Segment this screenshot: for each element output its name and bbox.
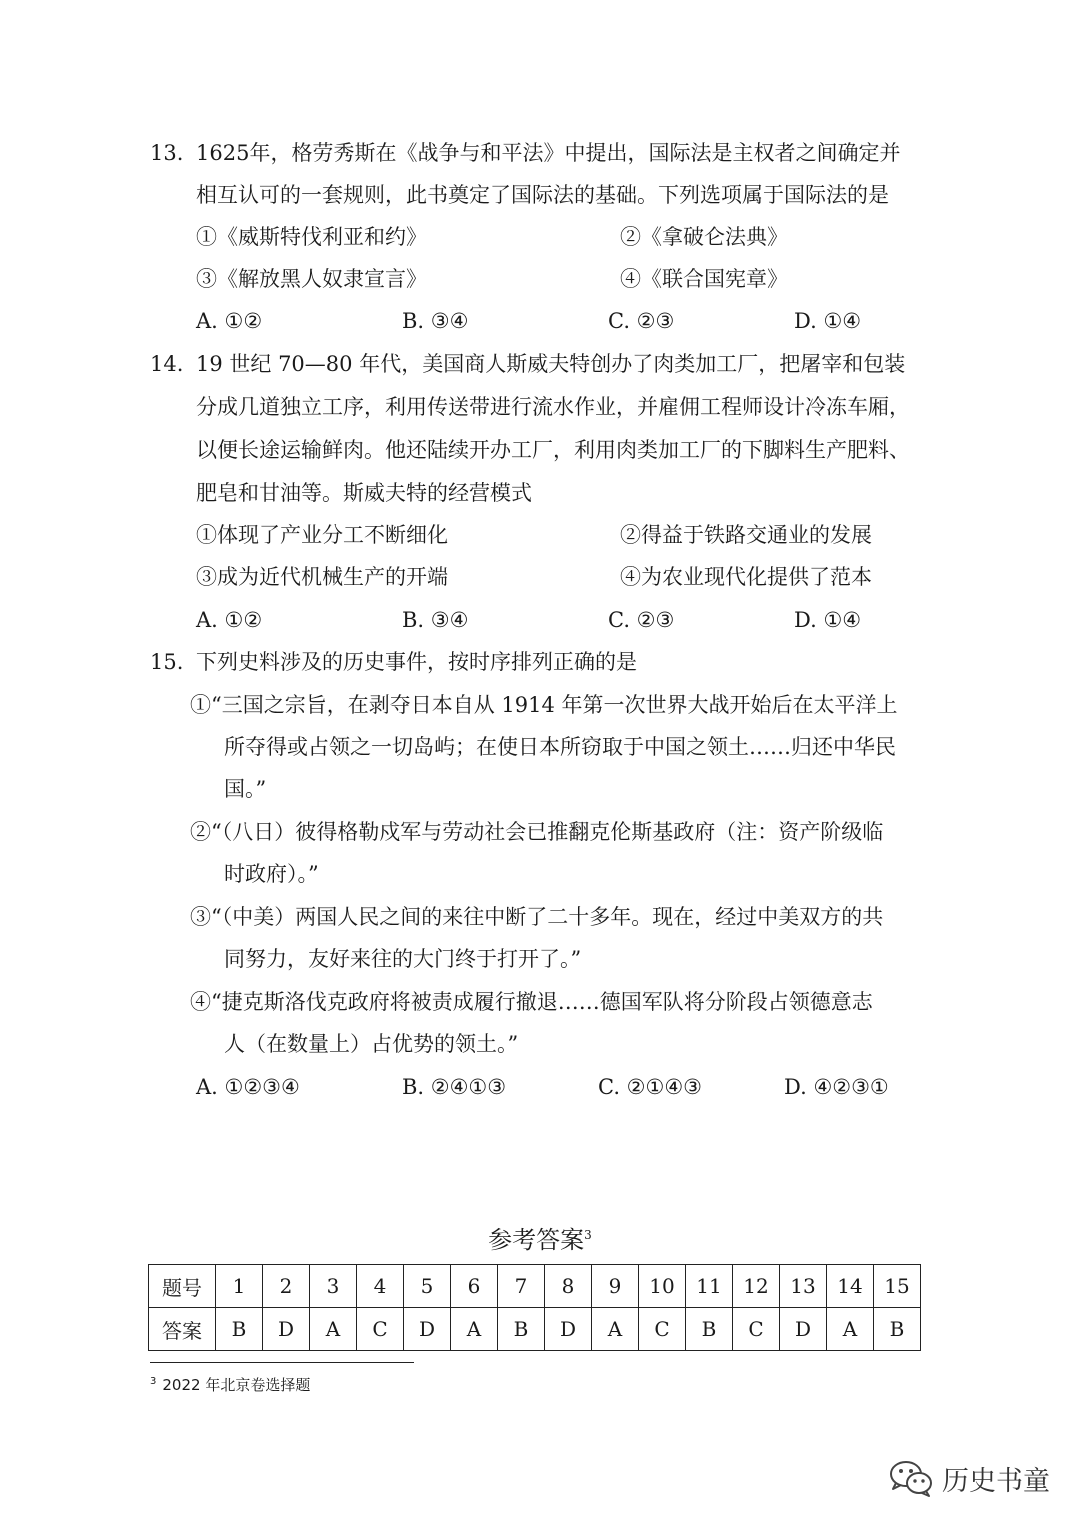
watermark-text: 历史书童 [942,1465,1050,1497]
table-cell-answer: C [733,1308,780,1351]
statement-item: ③成为近代机械生产的开端 [196,565,448,589]
source-quote-line: 人（在数量上）占优势的领土。” [224,1032,519,1056]
table-cell-answer: A [310,1308,357,1351]
source-quote-line: ④“捷克斯洛伐克政府将被责成履行撤退……德国军队将分阶段占领德意志 [190,990,873,1014]
table-cell-question-number: 14 [827,1265,874,1308]
answer-option: B. ③④ [402,608,469,632]
question-stem-line: 19 世纪 70—80 年代，美国商人斯威夫特创办了肉类加工厂，把屠宰和包装 [196,352,906,376]
table-cell-answer: C [639,1308,686,1351]
statement-item: ②《拿破仑法典》 [620,225,788,249]
table-cell-answer: A [827,1308,874,1351]
footnote: $^3$ 2022 年北京卷选择题 [150,1376,311,1394]
table-row [149,1308,921,1351]
table-cell-question-number: 2 [263,1265,310,1308]
table-cell-answer: A [451,1308,498,1351]
source-quote-line: ①“三国之宗旨，在剥夺日本自从 1914 年第一次世界大战开始后在太平洋上 [190,693,898,717]
table-cell-question-number: 13 [780,1265,827,1308]
answer-option: B. ③④ [402,309,469,333]
table-cell-question-number: 9 [592,1265,639,1308]
answer-option: C. ②③ [608,309,675,333]
table-cell-question-number: 8 [545,1265,592,1308]
answer-option: D. ④②③① [784,1075,889,1099]
table-cell-answer: B [216,1308,263,1351]
question-stem-line: 相互认可的一套规则，此书奠定了国际法的基础。下列选项属于国际法的是 [196,183,889,207]
source-quote-line: 时政府）。” [224,862,319,886]
statement-item: ④为农业现代化提供了范本 [620,565,872,589]
table-cell-question-number: 4 [357,1265,404,1308]
table-cell-question-number: 12 [733,1265,780,1308]
question-stem-line: 肥皂和甘油等。斯威夫特的经营模式 [196,481,532,505]
table-cell-question-number: 1 [216,1265,263,1308]
question-number: 14. [150,352,184,376]
table-cell-answer: D [263,1308,310,1351]
table-cell-question-number: 3 [310,1265,357,1308]
table-cell-question-number: 7 [498,1265,545,1308]
answer-option: C. ②①④③ [598,1075,702,1099]
watermark [888,1458,1050,1498]
answer-option: D. ①④ [794,608,862,632]
table-cell-answer: D [404,1308,451,1351]
question-stem-line: 1625年，格劳秀斯在《战争与和平法》中提出，国际法是主权者之间确定并 [196,141,901,165]
source-quote-line: 同努力，友好来往的大门终于打开了。” [224,947,582,971]
statement-item: ①体现了产业分工不断细化 [196,523,448,547]
question-stem-line: 下列史料涉及的历史事件，按时序排列正确的是 [196,650,637,674]
table-row [149,1265,921,1308]
answer-option: B. ②④①③ [402,1075,507,1099]
table-cell-answer: B [498,1308,545,1351]
statement-item: ④《联合国宪章》 [620,267,788,291]
footnote-divider [150,1362,414,1363]
table-cell-answer: B [686,1308,733,1351]
table-cell-answer: A [592,1308,639,1351]
table-header-cell: 题号 [149,1265,216,1308]
question-stem-line: 分成几道独立工序，利用传送带进行流水作业，并雇佣工程师设计冷冻车厢， [196,395,910,419]
table-cell-answer: C [357,1308,404,1351]
source-quote-line: 所夺得或占领之一切岛屿；在使日本所窃取于中国之领土……归还中华民 [224,735,896,759]
answer-key-title: 参考答案$^3$ [488,1226,592,1254]
table-cell-answer: D [780,1308,827,1351]
answer-table [148,1264,921,1351]
question-number: 15. [150,650,184,674]
question-number: 13. [150,141,184,165]
wechat-icon [888,1458,934,1498]
statement-item: ②得益于铁路交通业的发展 [620,523,872,547]
source-quote-line: ③“（中美）两国人民之间的来往中断了二十多年。现在，经过中美双方的共 [190,905,884,929]
table-cell-question-number: 11 [686,1265,733,1308]
answer-option: C. ②③ [608,608,675,632]
answer-option: D. ①④ [794,309,862,333]
question-stem-line: 以便长途运输鲜肉。他还陆续开办工厂，利用肉类加工厂的下脚料生产肥料、 [196,438,910,462]
statement-item: ③《解放黑人奴隶宣言》 [196,267,427,291]
table-cell-question-number: 10 [639,1265,686,1308]
answer-option: A. ①② [196,608,263,632]
source-quote-line: 国。” [224,777,267,801]
table-cell-question-number: 5 [404,1265,451,1308]
table-cell-answer: B [874,1308,921,1351]
table-header-cell: 答案 [149,1308,216,1351]
source-quote-line: ②“（八日）彼得格勒戍军与劳动社会已推翻克伦斯基政府（注：资产阶级临 [190,820,884,844]
statement-item: ①《威斯特伐利亚和约》 [196,225,427,249]
footnote-mark: 3 [584,1228,592,1242]
table-cell-question-number: 6 [451,1265,498,1308]
answer-option: A. ①② [196,309,263,333]
table-cell-answer: D [545,1308,592,1351]
answer-option: A. ①②③④ [196,1075,300,1099]
table-cell-question-number: 15 [874,1265,921,1308]
